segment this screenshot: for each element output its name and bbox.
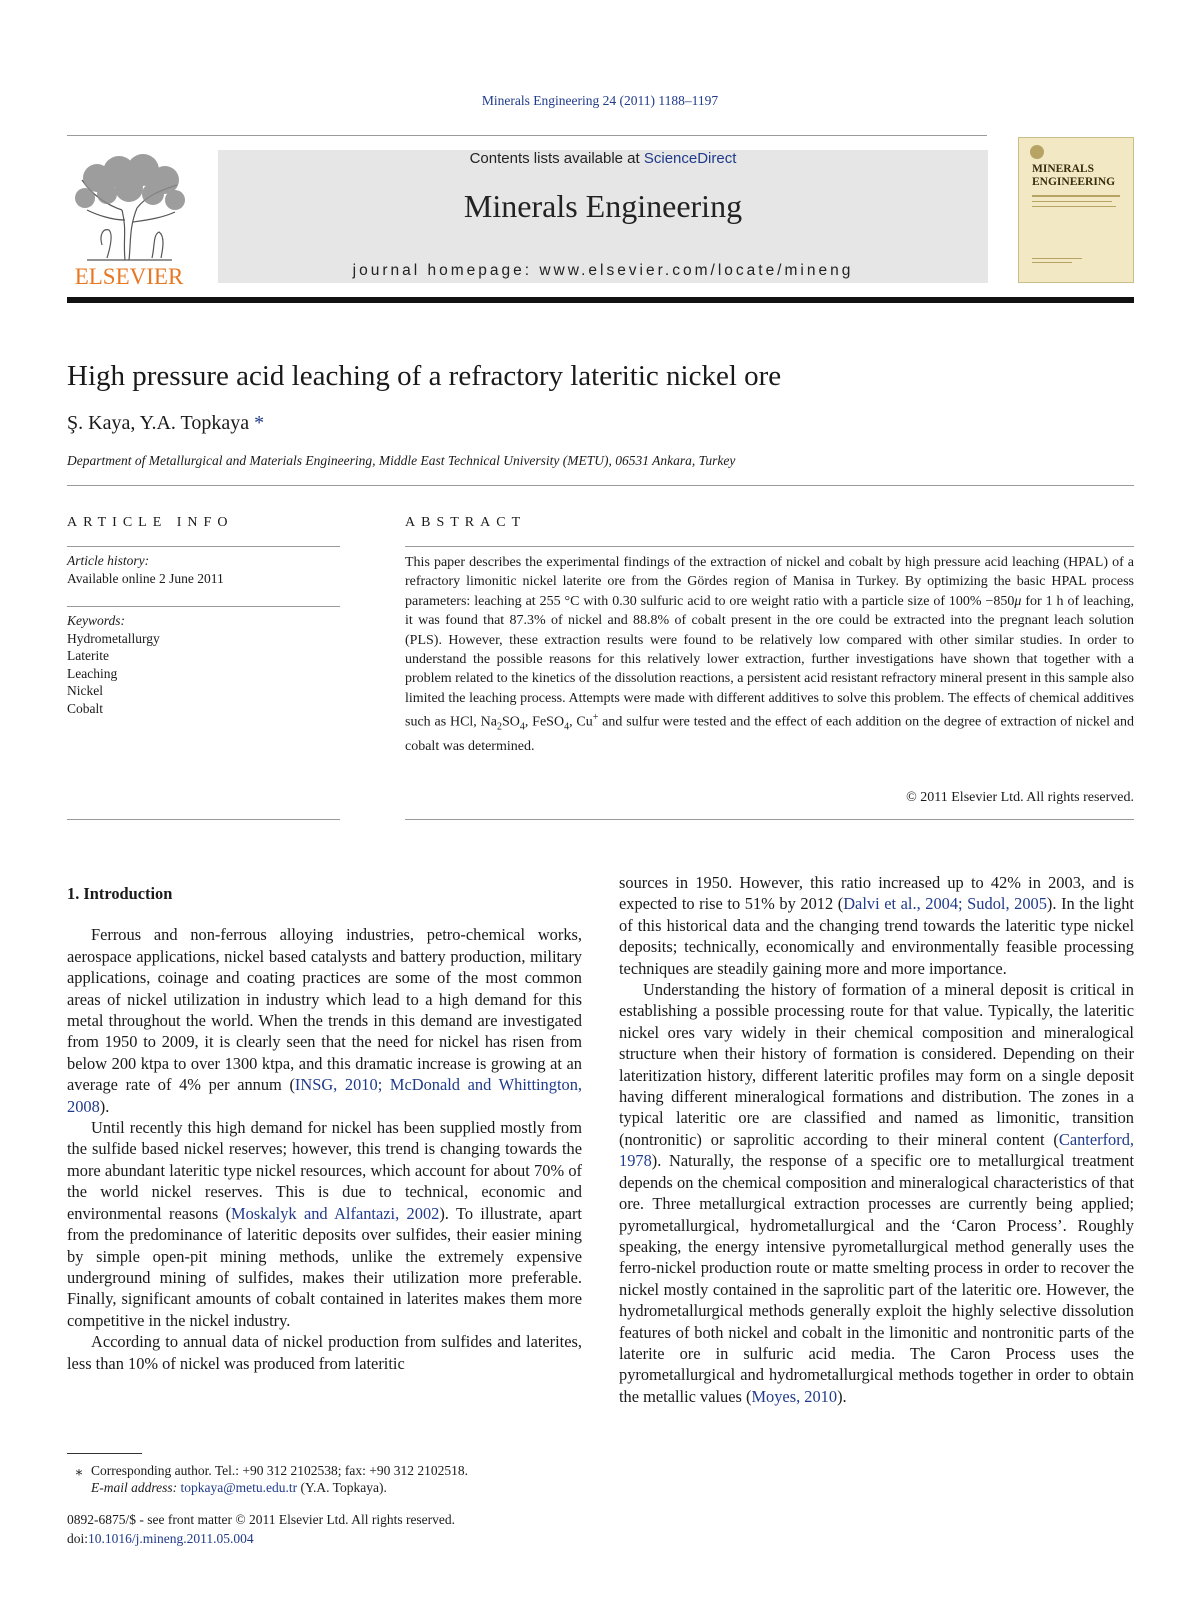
abstract-rule <box>405 819 1134 820</box>
keywords-label: Keywords: <box>67 613 125 628</box>
cover-title-line2: ENGINEERING <box>1032 176 1116 188</box>
paragraph-text: Ferrous and non-ferrous alloying industries, petro-chemical works, aerospace applications, nickel based catalysts and battery production, military applications, coinage and coating practices are some of the most common areas of nickel utilization in industry which lead to a high demand for this metal throughout the world. When the trends in this demand are investigated from 1950 to 2009, it is clearly seen that the need for nickel has risen from below 200 ktpa to over 1300 ktpa, and this dramatic increase is growing at an average rate of 4% per annum ( <box>67 925 582 1095</box>
footnote-text: Corresponding author. Tel.: +90 312 2102538; fax: +90 312 2102518. <box>91 1463 469 1478</box>
abstract-segment: This paper describes the experimental findings of the extraction of nickel and cobalt by high pressure acid leaching (HPAL) of a refractory limonitic nickel laterite ore from the Gördes region of Manisa in Turkey. By optimizing the basic HPAL process parameters: leaching at 255 °C with 0.30 sulfuric acid to ore weight ratio with a particle size of 100% <box>405 555 1134 609</box>
elsevier-wordmark: ELSEVIER <box>74 264 184 289</box>
body-paragraph <box>619 872 1134 979</box>
email-suffix: (Y.A. Topkaya). <box>297 1480 387 1495</box>
keyword-item: Hydrometallurgy <box>67 631 160 646</box>
cover-logo-icon <box>1027 143 1047 161</box>
corresponding-author-mark[interactable]: * <box>254 412 265 434</box>
article-info-rule <box>67 819 340 820</box>
body-paragraph: According to annual data of nickel production from sulfides and laterites, less than 10% of nickel was produced from lateritic <box>67 1332 582 1373</box>
paragraph-text: ). Naturally, the response of a specific ore to metallurgical treatment depends on the chemical composition and mineralogical characteristics of that ore. Three metallurgical extraction processes are currently being applied; pyrometallurgical, hydrometallurgical and the ‘Caron Process’. Roughly speaking, the energy intensive pyrometallurgical method generally uses the ferro-nickel production route or matte smelting process in order to recover the nickel mostly contained in the saprolitic part of the lateritic ore. However, the hydrometallurgical methods generally exploit the highly selective dissolution features of both nickel and cobalt in the limonitic and nontronitic parts of the laterite ore in sulfuric acid media. The Caron Process uses the pyrometallurgical and hydrometallurgical methods together in order to obtain the metallic values ( <box>619 1151 1134 1406</box>
contents-prefix: Contents lists available at <box>469 150 644 167</box>
header-thick-rule <box>67 297 1134 303</box>
affiliation: Department of Metallurgical and Materials Engineering, Middle East Technical University (METU), 06531 Ankara, Turkey <box>67 453 736 468</box>
abstract-heading: ABSTRACT <box>405 515 527 530</box>
abstract-segment: , FeSO <box>524 714 565 730</box>
body-column-left <box>67 883 582 1374</box>
email-footnote <box>91 1480 387 1496</box>
citation-link[interactable]: INSG, 2010; McDonald and Whittington, 2008 <box>67 1075 582 1116</box>
abstract-segment: SO <box>501 714 520 730</box>
elsevier-tree-icon <box>67 150 192 290</box>
doi-link[interactable]: 10.1016/j.mineng.2011.05.004 <box>88 1531 254 1546</box>
email-link[interactable]: topkaya@metu.edu.tr <box>180 1480 298 1495</box>
issn-line: 0892-6875/$ - see front matter © 2011 Elsevier Ltd. All rights reserved. <box>67 1512 456 1527</box>
paragraph-text: sources in 1950. However, this ratio increased up to 42% in 2003, and is expected to rise to 51% by 2012 ( <box>619 873 1134 914</box>
cover-title <box>1032 163 1115 189</box>
article-history-value: Available online 2 June 2011 <box>67 571 224 586</box>
sciencedirect-link[interactable]: ScienceDirect <box>643 150 737 167</box>
abstract-segment: 850 <box>993 593 1015 609</box>
article-info-heading: ARTICLE INFO <box>67 515 234 530</box>
cover-rule <box>1032 262 1072 263</box>
elsevier-logo[interactable] <box>67 150 192 290</box>
keywords-list <box>67 630 160 717</box>
keyword-item: Cobalt <box>67 700 103 716</box>
keyword-item: Nickel <box>67 683 103 699</box>
section-heading-introduction: 1. Introduction <box>67 884 173 903</box>
abstract-segment: μ <box>1014 593 1022 609</box>
cover-title-line1: MINERALS <box>1032 163 1094 175</box>
author-list <box>67 412 264 435</box>
corresponding-author-footnote <box>67 1461 582 1480</box>
abstract-rule <box>405 546 1134 547</box>
citation-link[interactable]: Canterford, 1978 <box>619 1129 1134 1171</box>
abstract-segment: , Cu <box>569 714 593 730</box>
cover-rule <box>1032 201 1112 202</box>
paper-title: High pressure acid leaching of a refractory lateritic nickel ore <box>67 360 782 392</box>
citation-link[interactable]: Moskalyk and Alfantazi, 2002 <box>231 1203 440 1223</box>
abstract-segment: and sulfur were tested and the effect of each addition on the degree of extraction of nickel and cobalt was determined. <box>405 714 1134 755</box>
body-paragraph <box>67 924 582 1117</box>
cover-rule <box>1032 206 1116 207</box>
abstract-subscript: 4 <box>519 721 525 733</box>
article-info-rule <box>67 606 340 607</box>
journal-citation-link[interactable]: Minerals Engineering 24 (2011) 1188–1197 <box>481 93 719 108</box>
abstract-subscript: 4 <box>564 721 570 733</box>
journal-cover-thumbnail[interactable] <box>1018 137 1134 283</box>
footnote-rule <box>67 1453 142 1454</box>
keyword-item: Laterite <box>67 648 109 664</box>
paragraph-text: Until recently this high demand for nickel has been supplied mostly from the sulfide based nickel reserves; however, this trend is changing towards the more abundant lateritic type nickel resources, which account for about 70% of the world nickel reserves. This is due to technical, economic and environmental reasons ( <box>67 1118 582 1223</box>
article-history-label: Article history: <box>67 553 150 568</box>
cover-rule <box>1032 195 1120 197</box>
doi-line <box>67 1531 254 1547</box>
footnote-star: ⁎ <box>75 1463 83 1478</box>
contents-line <box>218 150 988 167</box>
affiliation-rule <box>67 485 1134 486</box>
minus-sign: − <box>985 593 994 609</box>
body-paragraph <box>67 1117 582 1331</box>
email-label: E-mail address: <box>91 1480 178 1495</box>
article-info-rule <box>67 546 340 547</box>
abstract-superscript: + <box>592 712 599 724</box>
abstract-copyright: © 2011 Elsevier Ltd. All rights reserved. <box>906 790 1134 805</box>
paragraph-text: Understanding the history of formation of a mineral deposit is critical in establishing a possible processing route for that value. Typically, the lateritic nickel ores vary widely in their chemical composition and mineralogical structure when their history of formation is considered. Depending on their lateritization history, different lateritic profiles may form on a single deposit having different mineralogical formations and distribution. The zones in a typical lateritic ore are classified and named as limonitic, transition (nontronitic) or saprolitic according to their mineral content ( <box>619 980 1134 1149</box>
journal-title: Minerals Engineering <box>463 188 743 224</box>
authors-text: Ş. Kaya, Y.A. Topkaya <box>67 412 250 434</box>
abstract-subscript: 2 <box>496 721 502 733</box>
paragraph-text: ). <box>837 1386 847 1406</box>
cover-rule <box>1032 258 1082 259</box>
body-paragraph <box>619 979 1134 1407</box>
citation-link[interactable]: Dalvi et al., 2004; Sudol, 2005 <box>843 894 1047 914</box>
keyword-item: Leaching <box>67 665 118 681</box>
abstract-text <box>405 553 1134 757</box>
paragraph-text: ). In the light of this historical data and the changing trend towards the lateritic type nickel deposits; technically, economically and environmentally feasible processing techniques are steadily gaining more and more importance. <box>619 894 1134 978</box>
citation-link[interactable]: Moyes, 2010 <box>751 1386 838 1406</box>
paragraph-text: ). To illustrate, apart from the predominance of lateritic deposits over sulfides, their easier mining by simple open-pit mining methods, unlike the extremely expensive underground mining of sulfides, makes their utilization more preferable. Finally, significant amounts of cobalt contained in laterites makes them more competitive in the nickel industry. <box>67 1203 582 1330</box>
journal-homepage-link[interactable]: journal homepage: www.elsevier.com/locate/mineng <box>352 262 854 279</box>
abstract-segment: for 1 h of leaching, it was found that 87.3% of nickel and 88.8% of cobalt present in the ore could be extracted into the pregnant leach solution (PLS). However, these extraction results were found to be relatively low compared with other similar studies. In order to understand the possible reasons for this relatively lower extraction, further investigations have shown that together with a problem related to the kinetics of the dissolution reactions, a persistent acid resistant refractory mineral present in this sample also limited the leaching process. Attempts were made with different additives to solve this problem. The effects of chemical additives such as HCl, Na <box>405 593 1134 730</box>
paragraph-text: ). <box>99 1096 110 1116</box>
body-column-right <box>619 872 1134 1407</box>
doi-prefix: doi: <box>67 1531 89 1546</box>
header-top-rule <box>67 135 987 136</box>
